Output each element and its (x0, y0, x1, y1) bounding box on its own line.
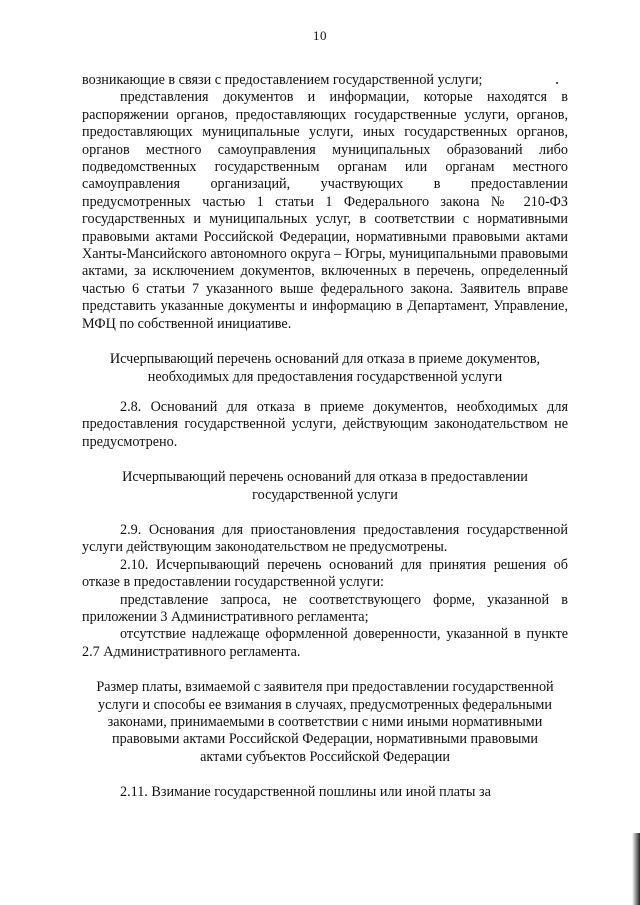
page-number: 10 (313, 28, 327, 43)
paragraph-documents-list: представления документов и информации, которые находятся в распоряжении органов, предоставляющих государственные услуги, органов, предоставляющих муниципальные услуги, иных государственных органов, органов местного самоуправления муниципальных образований либо подведомственных государственным органам или органам местного самоуправления организаций, участвующих в предоставлении предусмотренных частью 1 статьи 1 Федерального закона № 210-ФЗ государственных и муниципальных услуг, в соответствии с нормативными правовыми актами Российской Федерации, нормативными правовыми актами Ханты-Мансийского автономного округа – Югры, муниципальными правовыми актами, за исключением документов, включенных в перечень, определенный частью 6 статьи 7 указанного выше федерального закона. Заявитель вправе представить указанные документы и информацию в Департамент, Управление, МФЦ по собственной инициативе. (82, 89, 568, 332)
document-body (82, 72, 568, 802)
heading-refusal-acceptance: Исчерпывающий перечень оснований для отказа в приеме документов, необходимых для предоставления государственной услуги (109, 351, 541, 385)
paragraph-continuation: возникающие в связи с предоставлением государственной услуги; (82, 72, 483, 88)
heading-refusal-provision: Исчерпывающий перечень оснований для отказа в предоставлении государственной услуги (122, 469, 528, 503)
heading-fee: Размер платы, взимаемой с заявителя при предоставлении государственной услуги и способы ее взимания в случаях, предусмотренных федеральными законами, принимаемыми в соответствии с ними иными нормативными правовыми актами Российской Федерации, нормативными правовыми актами субъектов Российской Федерации (96, 679, 554, 765)
paragraph-2-8: 2.8. Оснований для отказа в приеме документов, необходимых для предоставления государственной услуги, действующим законодательством не предусмотрено. (82, 398, 568, 450)
paragraph-refusal-reason-1: представление запроса, не соответствующего форме, указанной в приложении 3 Административного регламента; (82, 591, 568, 625)
paragraph-refusal-reason-2: отсутствие надлежаще оформленной доверенности, указанной в пункте 2.7 Административного регламента. (82, 626, 568, 660)
paragraph-2-11: 2.11. Взимание государственной пошлины или иной платы за (120, 784, 491, 801)
paragraph-2-9: 2.9. Основания для приостановления предоставления государственной услуги действующим законодательством не предусмотрены. (82, 521, 568, 556)
scan-edge-shadow (632, 833, 640, 905)
paragraph-2-10: 2.10. Исчерпывающий перечень оснований для принятия решения об отказе в предоставлении государственной услуги: (82, 556, 568, 591)
